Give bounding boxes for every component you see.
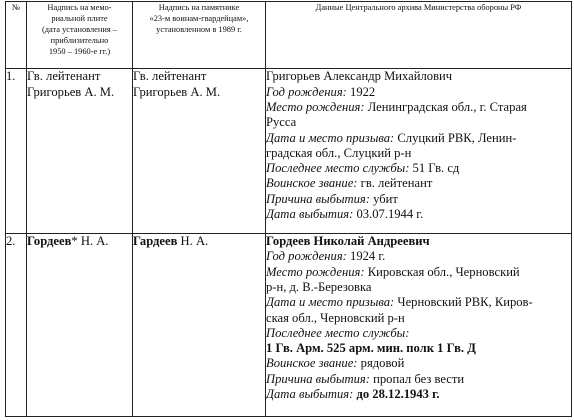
memorial-records-table (5, 1, 572, 417)
header-plate-line: (дата установления – (41, 25, 117, 34)
monument-line (133, 234, 265, 249)
service-value: 51 Гв. сд (409, 161, 460, 176)
header-plate-line: Надпись на мемо- (47, 3, 112, 12)
birth-place-line (266, 100, 571, 115)
rank-value: рядовой (357, 356, 405, 371)
birth-year-line (266, 249, 571, 264)
monument-inscription (133, 69, 266, 234)
service-value: 1 Гв. Арм. 525 арм. мин. полк 1 Гв. Д (266, 341, 476, 356)
draft-label: Дата и место призыва: (266, 130, 395, 145)
table-row (6, 234, 572, 417)
date-line (266, 207, 571, 222)
header-archive-data: Данные Центрального архива Министерства обороны РФ (266, 2, 572, 69)
reason-value: пропал без вести (370, 371, 465, 386)
reason-label: Причина выбытия: (266, 371, 370, 386)
header-plate-line: 1950 – 1960-е гг.) (48, 47, 111, 56)
table-header-row (6, 2, 572, 69)
date-line (266, 387, 571, 402)
birth-year-line (266, 85, 571, 100)
monument-line: Гв. лейтенант (133, 69, 207, 84)
birth-place-label: Место рождения: (266, 264, 365, 279)
birth-year-label: Год рождения: (266, 249, 347, 264)
date-label: Дата выбытия: (266, 206, 354, 221)
birth-place-label: Место рождения: (266, 99, 365, 114)
header-monument-line: Надпись на памятнике (158, 3, 240, 12)
reason-label: Причина выбытия: (266, 191, 370, 206)
archive-record (266, 69, 572, 234)
draft-label: Дата и место призыва: (266, 295, 395, 310)
monument-line: Григорьев А. М. (133, 84, 221, 99)
header-number: № (6, 2, 27, 69)
rank-line (266, 176, 571, 191)
service-label: Последнее место службы: (266, 161, 410, 176)
draft-value: Слуцкий РВК, Ленин- (394, 130, 517, 145)
row-number: 2. (6, 234, 27, 417)
rank-value: гв. лейтенант (357, 176, 433, 191)
header-monument (133, 2, 266, 69)
rank-label: Воинское звание: (266, 356, 358, 371)
date-label: Дата выбытия: (266, 387, 354, 402)
service-label: Последнее место службы: (266, 325, 410, 340)
reason-value: убит (370, 191, 398, 206)
header-plate-line: риальной плите (51, 14, 108, 23)
birth-place-value: Ленинградская обл., г. Старая (364, 99, 527, 114)
draft-line (266, 295, 571, 310)
rank-line (266, 356, 571, 371)
rank-label: Воинское звание: (266, 176, 358, 191)
archive-record (266, 234, 572, 417)
date-value: до 28.12.1943 г. (353, 387, 440, 402)
header-memorial-plate (27, 2, 133, 69)
reason-line (266, 192, 571, 207)
birth-year-value: 1922 (346, 84, 376, 99)
header-monument-line: установленном в 1989 г. (156, 25, 242, 34)
plate-line: Григорьев А. М. (27, 84, 115, 99)
plate-line (27, 234, 132, 249)
birth-place-value: Кировская обл., Черновский (364, 264, 520, 279)
table-row (6, 69, 572, 234)
plate-surname: Гордеев (27, 234, 72, 249)
person-full-name: Гордеев Николай Андреевич (266, 234, 430, 249)
monument-initials: Н. А. (177, 234, 209, 249)
person-full-name: Григорьев Александр Михайлович (266, 69, 453, 84)
monument-inscription (133, 234, 266, 417)
plate-inscription (27, 69, 133, 234)
draft-continued: ская обл., Черновский р-н (266, 310, 405, 325)
plate-line: Гв. лейтенант (27, 69, 101, 84)
birth-year-label: Год рождения: (266, 84, 347, 99)
monument-surname: Гардеев (133, 234, 178, 249)
birth-place-continued: р-н, д. В.-Березовка (266, 279, 372, 294)
row-number: 1. (6, 69, 27, 234)
plate-inscription (27, 234, 133, 417)
birth-year-value: 1924 г. (346, 249, 386, 264)
draft-continued: градская обл., Слуцкий р-н (266, 145, 412, 160)
birth-place-line (266, 265, 571, 280)
birth-place-continued: Русса (266, 115, 297, 130)
service-line (266, 161, 571, 176)
draft-value: Черновский РВК, Киров- (394, 295, 533, 310)
draft-line (266, 131, 571, 146)
reason-line (266, 372, 571, 387)
plate-initials: * Н. А. (71, 234, 109, 249)
header-plate-line: приблизительно (50, 36, 109, 45)
header-monument-line: «23-м воинам-гвардейцам», (149, 14, 249, 23)
date-value: 03.07.1944 г. (353, 206, 424, 221)
